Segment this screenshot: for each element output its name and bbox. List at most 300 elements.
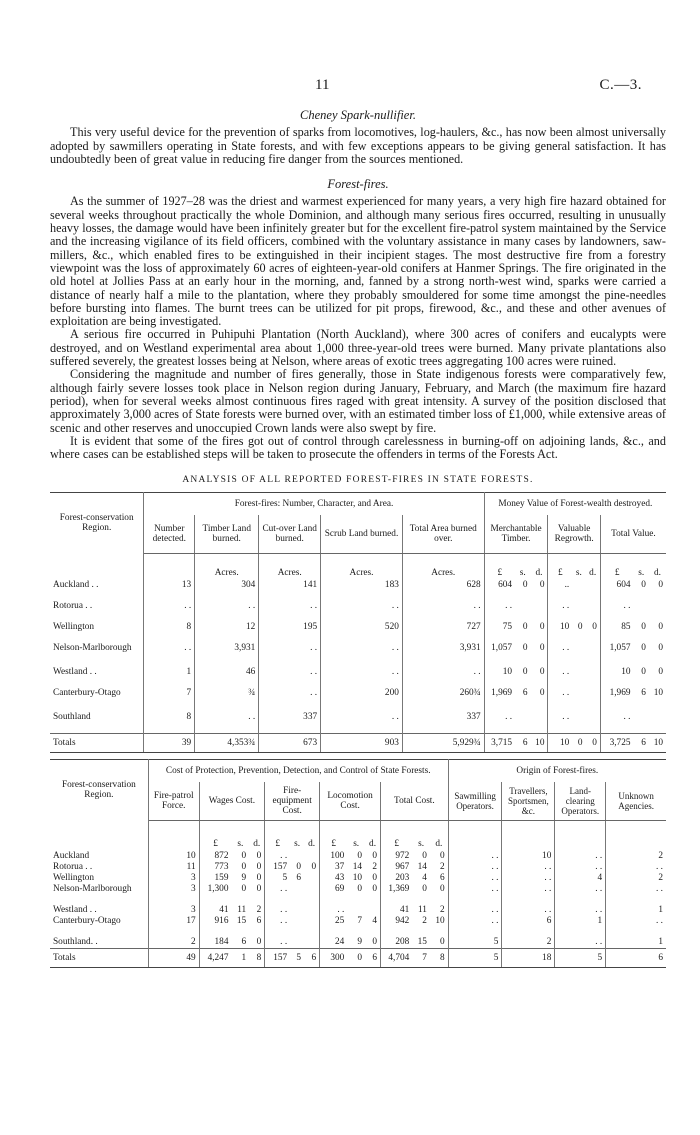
table-cell: 75 — [502, 621, 513, 632]
table-cell: Wellington — [50, 873, 148, 884]
table-cell: 6 — [515, 733, 530, 752]
table-cell: 4 — [422, 872, 427, 883]
table-cell: 10 — [548, 733, 572, 752]
table-cell: 0 — [531, 580, 548, 601]
table-cell: . . — [448, 905, 502, 916]
page-number: 11 — [315, 77, 330, 93]
column-header: Unknown Agencies. — [606, 782, 666, 821]
table-cell: . . — [656, 915, 663, 926]
column-header: Fire-equipment Cost. — [265, 782, 320, 821]
table-cell — [304, 884, 320, 905]
table-cell: 872 — [214, 850, 229, 861]
table-cell — [304, 916, 320, 937]
table-cell: . . — [555, 905, 606, 916]
table-cell: . . — [656, 883, 663, 894]
table-cell: 8 — [430, 948, 448, 967]
table-cell: . . — [448, 862, 502, 873]
table-cell: 3,931 — [402, 643, 484, 667]
table-cell: 37 — [335, 861, 345, 872]
table-cell: 1,969 — [491, 687, 513, 698]
table-cell: 0 — [522, 666, 528, 677]
section-title-spark: Cheney Spark-nullifier. — [300, 108, 416, 122]
table-cell — [304, 851, 320, 862]
table-cell: 5 — [290, 948, 304, 967]
table-cell: 8 — [144, 712, 195, 734]
table-cell: 0 — [658, 642, 663, 653]
table-cell: 0 — [641, 666, 646, 677]
table-cell: 9 — [241, 872, 247, 883]
table-cell: . . — [195, 712, 259, 734]
table-cell: 0 — [304, 862, 320, 873]
table-cell: 10 — [502, 851, 555, 862]
table-cell: 0 — [577, 621, 583, 632]
table-cell: 0 — [572, 733, 585, 752]
table-cell: . . — [502, 873, 555, 884]
table-cell — [649, 712, 666, 734]
table-cell — [304, 873, 320, 884]
table-cell: 1 — [658, 904, 663, 915]
table-cell — [649, 601, 666, 622]
table-cell: 13 — [144, 580, 195, 601]
column-header: Land-clearing Operators. — [555, 782, 606, 821]
table-cell: 203 — [395, 872, 410, 883]
table-cell — [572, 712, 585, 734]
table-cell: 8 — [249, 948, 265, 967]
table-cell: 2 — [658, 872, 663, 883]
page-header — [0, 77, 700, 97]
table-cell: . . — [259, 601, 321, 622]
table-cell: . . — [259, 688, 321, 712]
table-row — [50, 580, 666, 601]
table-cell: . . — [144, 643, 195, 667]
table-cell: 6 — [641, 687, 646, 698]
table-cell: 0 — [249, 937, 265, 949]
table-cell: 0 — [365, 851, 381, 862]
table-cell: 0 — [531, 667, 548, 688]
table-cell — [585, 601, 600, 622]
column-header: Wages Cost. — [199, 782, 265, 821]
table-cell: 4,247 — [199, 948, 231, 967]
units-row: Acres. Acres. Acres. Acres. £ s. d. £ s. d. £ s. d. — [50, 553, 666, 580]
table-cell: 6 — [304, 948, 320, 967]
table-cell: 5 — [448, 948, 502, 967]
table-row — [50, 622, 666, 643]
table-cell: Rotorua . . — [50, 862, 148, 873]
table-cell — [290, 916, 304, 937]
table-cell: 0 — [365, 873, 381, 884]
table-cell: 2 — [365, 862, 381, 873]
table-row — [50, 667, 666, 688]
table-cell: 0 — [658, 621, 663, 632]
table-cell: . . — [448, 916, 502, 937]
section-title-fires: Forest-fires. — [327, 177, 389, 192]
table-cell: 69 — [335, 883, 345, 894]
table-row — [50, 712, 666, 734]
table-cell: 6 — [606, 948, 666, 967]
table-row — [50, 905, 666, 916]
table-cell: 4,704 — [381, 948, 413, 967]
table-cell: Wellington — [50, 622, 144, 643]
table-cell: 6 — [249, 916, 265, 937]
table-cell: 337 — [259, 712, 321, 734]
table-cell: 15 — [236, 915, 247, 926]
table-cell: 0 — [658, 666, 663, 677]
table-cell: 11 — [417, 904, 427, 915]
table-cell: 0 — [357, 883, 362, 894]
table-cell: 6 — [241, 936, 247, 947]
group-header: Origin of Forest-fires. — [516, 765, 599, 776]
table-cell: 942 — [395, 915, 410, 926]
table-cell: . . — [555, 884, 606, 905]
table-cell: . . — [259, 643, 321, 667]
table-cell: . . — [402, 667, 484, 688]
table-cell: 4,353¾ — [195, 733, 259, 752]
table-cell: . . — [321, 601, 403, 622]
table-cell: 0 — [296, 861, 302, 872]
table-cell: . . — [280, 936, 288, 947]
table-cell: Canterbury-Otago — [50, 916, 148, 937]
table-cell: 337 — [402, 712, 484, 734]
table-cell: 14 — [352, 861, 362, 872]
table-cell: 5 — [555, 948, 606, 967]
table-cell: 0 — [249, 862, 265, 873]
table-cell: . . — [280, 904, 288, 915]
table-cell — [572, 667, 585, 688]
table-cell — [304, 905, 320, 916]
table-cell: 24 — [335, 936, 345, 947]
table-cell: 0 — [585, 622, 600, 643]
region-header: Forest-conservation Region. — [50, 492, 144, 553]
table-cell: 673 — [259, 733, 321, 752]
table-cell: 184 — [214, 936, 229, 947]
table-cell: 141 — [259, 580, 321, 601]
table-cell — [585, 580, 600, 601]
table-cell: 0 — [249, 851, 265, 862]
table-cell: 6 — [502, 916, 555, 937]
fires-table — [50, 492, 666, 753]
table-cell — [572, 580, 585, 601]
column-header: Merchantable Timber. — [484, 515, 548, 554]
table-cell: 5 — [282, 872, 288, 883]
table-cell: 85 — [621, 621, 631, 632]
column-header: Travellers, Sportsmen, &c. — [502, 782, 555, 821]
table-cell: 9 — [357, 936, 362, 947]
table-row — [50, 643, 666, 667]
table-caption: ANALYSIS OF ALL REPORTED FOREST-FIRES IN STATE FORESTS. — [182, 475, 534, 486]
table-cell: 7 — [357, 915, 362, 926]
paragraph: A serious fire occurred in Puhipuhi Plantation (North Auckland), where 300 acres of conifers and eucalypts were destroyed, and on Westland experimental area about 1,000 three-year-old trees were burned. Many private plantations also suffered severely, the greatest losses being at Nelson, where areas of exotic trees aggregating 100 acres were ruined. — [50, 327, 666, 369]
column-header: Valuable Regrowth. — [548, 515, 600, 554]
table-cell — [572, 688, 585, 712]
column-header: Number detected. — [144, 515, 195, 554]
table-cell: 41 — [219, 904, 229, 915]
table-cell: 10 — [148, 851, 199, 862]
table-cell: 903 — [321, 733, 403, 752]
table-cell: . . — [562, 687, 570, 698]
table-cell: 10 — [621, 666, 631, 677]
table-cell: 157 — [265, 948, 290, 967]
table-cell: . . — [562, 711, 570, 722]
table-cell: 7 — [412, 948, 430, 967]
document-body — [50, 109, 666, 968]
table-cell: . . — [321, 643, 403, 667]
column-header: Locomotion Cost. — [320, 782, 381, 821]
table-cell: 0 — [347, 948, 365, 967]
table-cell: Southland. . — [50, 937, 148, 949]
table-row — [50, 851, 666, 862]
table-cell — [585, 667, 600, 688]
table-cell: 2 — [422, 915, 427, 926]
region-header: Forest-conservation Region. — [50, 759, 148, 820]
table-cell: 300 — [320, 948, 348, 967]
column-header: Scrub Land burned. — [321, 515, 403, 554]
table-cell: 3 — [148, 905, 199, 916]
table-cell: . . — [555, 862, 606, 873]
table-cell: . . — [448, 873, 502, 884]
table-cell: 157 — [273, 861, 288, 872]
table-cell: 0 — [641, 579, 646, 590]
table-cell: . . — [259, 667, 321, 688]
table-row — [50, 601, 666, 622]
table-cell: 10 — [653, 687, 663, 698]
table-cell: 0 — [241, 861, 247, 872]
table-row — [50, 916, 666, 937]
table-cell: 0 — [522, 579, 528, 590]
table-cell — [290, 884, 304, 905]
paragraph: As the summer of 1927–28 was the driest and warmest experienced for many years, a very high fire hazard obtained for several weeks throughout practically the whole Dominion, and although many serious fires occurred, resulting in unusually heavy losses, the damage would have been infinitely greater but for the excellent fire-patrol system maintained by the Service and the increasing vigilance of its field officers, combined with the voluntary assistance in many cases by landowners, saw-millers, &c., which enabled fires to be extinguished in their incipient stages. The most destructive fire from a forestry viewpoint was the loss of approximately 60 acres of eighteen-year-old conifers at Hanmer Springs. The fire originated in the old hotel at Jollies Pass at an early hour in the morning, and, fanned by a strong north-west wind, sparks were carried a distance of nearly half a mile to the plantation, where they probably smouldered for some time amongst the pine-needles before bursting into flames. The burnt trees can be utilized for pit props, firewood, &c., and these and other avenues of exploitation are being investigated. — [50, 194, 666, 329]
table-cell: 2 — [249, 905, 265, 916]
table-cell — [585, 688, 600, 712]
table-cell: 10 — [559, 621, 570, 632]
table-cell: 0 — [658, 579, 663, 590]
table-cell: 3,715 — [484, 733, 515, 752]
table-cell: . . — [505, 711, 513, 722]
table-cell: Canterbury-Otago — [50, 688, 144, 712]
table-cell: Southland — [50, 712, 144, 734]
table-cell: 0 — [641, 621, 646, 632]
table-cell: 10 — [502, 666, 513, 677]
table-cell: 25 — [335, 915, 345, 926]
table-cell: 6 — [634, 733, 649, 752]
table-cell — [304, 937, 320, 949]
table-cell: 6 — [296, 872, 302, 883]
table-cell: . . — [321, 712, 403, 734]
table-cell: . . — [337, 904, 345, 915]
table-cell: 628 — [402, 580, 484, 601]
table-cell: . . — [321, 667, 403, 688]
table-cell: 2 — [658, 850, 663, 861]
table-cell: 1,300 — [207, 883, 229, 894]
table-cell: 2 — [148, 937, 199, 949]
table-cell: 604 — [498, 579, 513, 590]
table-cell: 159 — [214, 872, 229, 883]
table-cell: 916 — [214, 915, 229, 926]
table-row — [50, 937, 666, 949]
table-cell: . . — [562, 666, 570, 677]
paragraph: It is evident that some of the fires got out of control through carelessness in burning-off on adjoining lands, &c., and where cases can be established steps will be taken to prosecute the offenders in terms of the Forests Act. — [50, 433, 666, 462]
table-cell: . . — [555, 851, 606, 862]
table-cell: 6 — [430, 873, 448, 884]
table-cell: . . — [195, 601, 259, 622]
paragraph: Considering the magnitude and number of fires generally, those in State indigenous forests were comparatively few, although fairly severe losses took place in Nelson region during January, February, and March (the maximum fire hazard period), when for several weeks almost continuous fires raged with great intensity. A survey of the position disclosed that approximately 3,000 acres of State forests were burned over, with an estimated timber loss of £1,000, while extensive areas of scenic and other reserves and unoccupied Crown lands were also swept by fire. — [50, 367, 666, 435]
table-cell: 3 — [148, 884, 199, 905]
table-cell — [365, 905, 381, 916]
table-cell: 967 — [395, 861, 410, 872]
table-cell: 2 — [430, 905, 448, 916]
table-cell: 12 — [195, 622, 259, 643]
table-cell: 3,725 — [600, 733, 633, 752]
table-cell: . . — [502, 905, 555, 916]
table-row — [50, 862, 666, 873]
table-cell: . . — [562, 642, 570, 653]
units-row: £ s. d. £ s. d. £ s. d. £ s. d. — [50, 820, 666, 851]
table-cell: 0 — [522, 621, 528, 632]
table-cell: 200 — [321, 688, 403, 712]
column-header: Sawmilling Operators. — [448, 782, 502, 821]
table-cell: Nelson-Marlborough — [50, 643, 144, 667]
table-cell: 0 — [531, 688, 548, 712]
table-cell: . . — [502, 884, 555, 905]
table-cell: . . — [448, 884, 502, 905]
table-cell — [572, 643, 585, 667]
table-cell: 604 — [616, 579, 631, 590]
table-cell: 3 — [148, 873, 199, 884]
table-cell: 10 — [352, 872, 362, 883]
table-cell: 4 — [365, 916, 381, 937]
table-cell — [634, 712, 649, 734]
table-cell: 11 — [237, 904, 247, 915]
column-header: Cut-over Land burned. — [259, 515, 321, 554]
totals-row — [50, 733, 666, 752]
table-cell — [585, 712, 600, 734]
table-cell: 10 — [649, 733, 666, 752]
table-cell: 0 — [585, 733, 600, 752]
table-cell: 5 — [448, 937, 502, 949]
column-header: Total Area burned over. — [402, 515, 484, 554]
table-cell: 5,929¾ — [402, 733, 484, 752]
table-cell: 39 — [144, 733, 195, 752]
table-cell: 6 — [365, 948, 381, 967]
table-cell: Totals — [50, 948, 148, 967]
table-cell: . . — [280, 850, 288, 861]
table-cell: 46 — [195, 667, 259, 688]
table-cell: 1 — [658, 936, 663, 947]
table-cell — [515, 601, 530, 622]
table-cell: 0 — [249, 873, 265, 884]
table-cell: 1,369 — [388, 883, 410, 894]
table-cell: 304 — [195, 580, 259, 601]
costs-table — [50, 759, 666, 968]
table-cell: .. — [564, 579, 570, 590]
table-cell: . . — [562, 600, 570, 611]
table-cell: 4 — [555, 873, 606, 884]
table-cell — [290, 905, 304, 916]
table-cell: . . — [623, 711, 631, 722]
table-cell: 49 — [148, 948, 199, 967]
table-cell: 1,057 — [609, 642, 631, 653]
table-cell: 0 — [422, 883, 427, 894]
column-header: Total Value. — [600, 515, 666, 554]
totals-row — [50, 948, 666, 967]
table-cell: 1 — [231, 948, 249, 967]
table-cell: . . — [656, 861, 663, 872]
table-row — [50, 873, 666, 884]
table-cell: 972 — [395, 850, 410, 861]
table-cell: Westland . . — [50, 667, 144, 688]
table-cell — [290, 937, 304, 949]
table-cell: 0 — [531, 643, 548, 667]
table-cell: . . — [505, 600, 513, 611]
table-cell: 0 — [365, 884, 381, 905]
table-cell: . . — [502, 862, 555, 873]
table-cell — [531, 712, 548, 734]
table-cell: Auckland . . — [50, 580, 144, 601]
table-cell: 41 — [399, 904, 410, 915]
table-cell: Nelson-Marlborough — [50, 884, 148, 905]
table-cell: 2 — [502, 937, 555, 949]
table-cell: 10 — [430, 916, 448, 937]
table-cell: 0 — [522, 642, 528, 653]
table-cell: 0 — [531, 622, 548, 643]
table-cell: . . — [280, 883, 288, 894]
table-cell: . . — [280, 915, 288, 926]
table-cell: Auckland — [50, 851, 148, 862]
table-cell: 7 — [144, 688, 195, 712]
column-header: Timber Land burned. — [195, 515, 259, 554]
table-cell: 14 — [417, 861, 427, 872]
table-cell: 0 — [357, 850, 362, 861]
table-cell: 183 — [321, 580, 403, 601]
table-cell: 1 — [144, 667, 195, 688]
table-cell: 0 — [249, 884, 265, 905]
table-cell — [515, 712, 530, 734]
table-cell: 0 — [422, 850, 427, 861]
document-reference: C.—3. — [599, 77, 642, 93]
table-cell: 6 — [522, 687, 528, 698]
table-cell: 8 — [144, 622, 195, 643]
table-cell: 195 — [259, 622, 321, 643]
group-header: Forest-fires: Number, Character, and Area. — [144, 492, 484, 515]
table-cell: 0 — [641, 642, 646, 653]
table-cell: 0 — [241, 850, 247, 861]
table-cell — [634, 601, 649, 622]
table-row — [50, 884, 666, 905]
table-cell: 18 — [502, 948, 555, 967]
table-cell: 0 — [241, 883, 247, 894]
table-cell: 1 — [555, 916, 606, 937]
table-cell: 727 — [402, 622, 484, 643]
table-cell: . . — [448, 851, 502, 862]
table-cell — [347, 905, 365, 916]
table-cell — [531, 601, 548, 622]
table-cell: 0 — [430, 884, 448, 905]
table-cell: 520 — [321, 622, 403, 643]
paragraph: This very useful device for the prevention of sparks from locomotives, log-haulers, &c., has now been almost universally adopted by sawmillers operating in State forests, and with few exceptions appears to be giving general satisfaction. It has undoubtedly been of great value in reducing fire danger from the sources mentioned. — [50, 125, 666, 166]
table-cell: 0 — [430, 851, 448, 862]
table-cell: Westland . . — [50, 905, 148, 916]
table-cell: 2 — [430, 862, 448, 873]
table-cell: 100 — [330, 850, 345, 861]
table-cell: ¾ — [195, 688, 259, 712]
table-cell: 773 — [214, 861, 229, 872]
table-cell: 1,969 — [609, 687, 631, 698]
table-cell: Rotorua . . — [50, 601, 144, 622]
table-cell: 0 — [365, 937, 381, 949]
column-header: Fire-patrol Force. — [148, 782, 199, 821]
table-cell — [572, 601, 585, 622]
table-cell: 0 — [430, 937, 448, 949]
table-cell: 260¾ — [402, 688, 484, 712]
